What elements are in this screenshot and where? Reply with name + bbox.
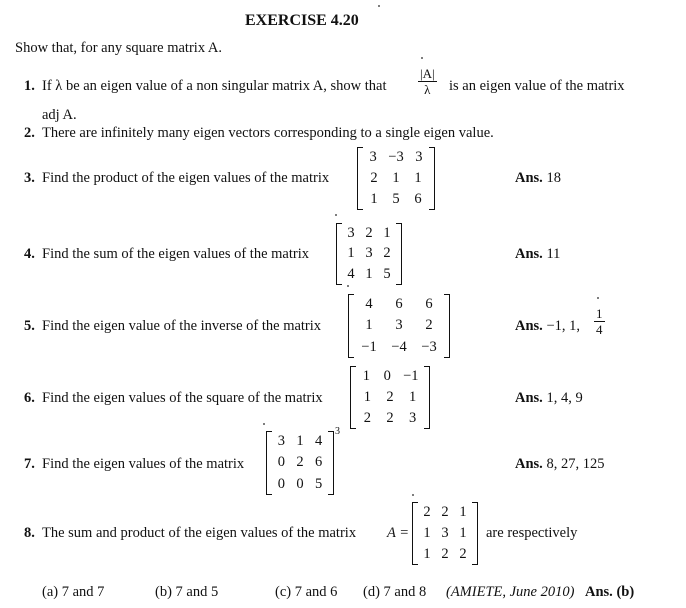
matrix-cell: 2	[296, 454, 304, 471]
q7-answer-label: Ans.	[515, 456, 543, 472]
exercise-title: EXERCISE 4.20	[245, 12, 359, 29]
q5-number: 5.	[24, 318, 35, 334]
matrix-cell: 1	[365, 266, 373, 283]
matrix-body	[363, 147, 429, 210]
q1-fraction-denominator: λ	[424, 82, 431, 97]
q4-number: 4.	[24, 246, 35, 262]
matrix-cell: 3	[409, 410, 417, 426]
q5-answer-fraction-numerator: 1	[596, 306, 603, 321]
matrix-row	[356, 410, 424, 427]
matrix-cell: 3	[277, 433, 285, 450]
matrix-cell: 0	[296, 475, 304, 492]
matrix-body	[418, 502, 472, 565]
matrix-cell: 2	[425, 317, 433, 334]
matrix-cell: 1	[409, 389, 417, 405]
scan-speck	[335, 214, 337, 216]
matrix-row	[363, 170, 429, 187]
q6-answer	[515, 390, 583, 407]
matrix-cell: 0	[383, 368, 391, 384]
matrix-cell: 0	[277, 454, 285, 471]
scan-speck	[421, 57, 423, 59]
matrix-cell: 2	[423, 504, 431, 520]
q3-answer	[515, 170, 561, 187]
matrix-cell: 2	[386, 389, 394, 405]
matrix-cell: 2	[459, 546, 467, 562]
matrix-cell: 1	[392, 170, 400, 186]
q6-matrix	[350, 366, 430, 429]
matrix-row	[418, 504, 472, 521]
q1-text-end: adj A.	[42, 107, 77, 123]
q7-answer-value: 8, 27, 125	[546, 456, 605, 472]
matrix-row	[342, 225, 396, 242]
matrix-row	[356, 389, 424, 406]
q5-text: Find the eigen value of the inverse of the matrix	[42, 318, 322, 334]
q4-answer-value: 11	[546, 246, 561, 262]
matrix-cell: 1	[370, 191, 378, 207]
q7-matrix	[266, 431, 334, 495]
q8-text-tail: are respectively	[486, 525, 578, 541]
scan-speck	[263, 423, 265, 425]
scan-speck	[412, 494, 414, 496]
matrix-cell: 2	[441, 546, 449, 562]
q5-answer-fraction-denominator: 4	[596, 322, 603, 337]
matrix-cell: −1	[361, 338, 377, 355]
intro-text: Show that, for any square matrix A.	[15, 40, 222, 56]
matrix-cell: 3	[415, 149, 423, 165]
matrix-cell: 2	[386, 410, 394, 426]
q7-number: 7.	[24, 456, 35, 472]
q6-answer-label: Ans.	[515, 390, 543, 406]
matrix-cell: 2	[363, 410, 371, 426]
q8-answer	[585, 584, 634, 601]
q8-matrix-lhs: A =	[387, 525, 410, 541]
q4-answer	[515, 246, 560, 263]
matrix-cell: 3	[347, 224, 355, 241]
matrix-cell: 1	[423, 546, 431, 562]
matrix-body	[356, 366, 424, 429]
q8-text: The sum and product of the eigen values of the matrix	[42, 525, 357, 541]
q8-number: 8.	[24, 525, 35, 541]
matrix-cell: −4	[391, 338, 407, 355]
matrix-cell: 6	[425, 296, 433, 313]
scan-speck	[378, 5, 380, 7]
matrix-cell: 1	[296, 433, 304, 450]
q1-number: 1.	[24, 78, 35, 94]
matrix-row	[418, 525, 472, 542]
q1-fraction	[418, 66, 437, 97]
matrix-row	[354, 339, 444, 356]
matrix-cell: 1	[347, 245, 355, 262]
matrix-body	[342, 223, 396, 285]
q6-number: 6.	[24, 390, 35, 406]
matrix-right-bracket	[429, 147, 435, 210]
matrix-row	[363, 149, 429, 166]
matrix-row	[354, 317, 444, 334]
matrix-cell: 1	[423, 525, 431, 541]
matrix-cell: 1	[365, 317, 373, 334]
matrix-right-bracket	[328, 431, 334, 495]
matrix-cell: 2	[383, 245, 391, 262]
matrix-cell: 3	[365, 245, 373, 262]
q1-text: If λ be an eigen value of a non singular matrix A, show that	[42, 78, 387, 94]
matrix-cell: 5	[315, 475, 323, 492]
q6-answer-value: 1, 4, 9	[546, 390, 583, 406]
matrix-row	[342, 245, 396, 262]
q7-matrix-power: 3	[335, 426, 340, 437]
matrix-right-bracket	[424, 366, 430, 429]
matrix-cell: 2	[370, 170, 378, 186]
matrix-row	[363, 191, 429, 208]
matrix-right-bracket	[444, 294, 450, 358]
matrix-body	[354, 294, 444, 358]
matrix-cell: 1	[383, 224, 391, 241]
matrix-cell: −1	[403, 368, 419, 384]
matrix-cell: 1	[459, 504, 467, 520]
matrix-cell: 5	[383, 266, 391, 283]
matrix-cell: 5	[392, 191, 400, 207]
q4-text: Find the sum of the eigen values of the matrix	[42, 246, 309, 262]
q1-text-continued: is an eigen value of the matrix	[449, 78, 625, 94]
q3-answer-value: 18	[546, 170, 561, 186]
matrix-cell: 6	[315, 454, 323, 471]
matrix-row	[272, 454, 328, 471]
option-c: (c) 7 and 6	[275, 584, 338, 600]
option-d: (d) 7 and 8	[363, 584, 427, 600]
q5-answer-value: −1, 1,	[546, 318, 580, 334]
matrix-row	[342, 266, 396, 283]
scan-speck	[597, 297, 599, 299]
q4-answer-label: Ans.	[515, 246, 543, 262]
matrix-row	[354, 296, 444, 313]
matrix-cell: 6	[395, 296, 403, 313]
q8-matrix	[412, 502, 478, 565]
option-a: (a) 7 and 7	[42, 584, 105, 600]
q2-text: There are infinitely many eigen vectors corresponding to a single eigen value.	[42, 125, 494, 141]
matrix-cell: 2	[441, 504, 449, 520]
q1-fraction-numerator: |A|	[420, 66, 435, 81]
q8-answer-value: (b)	[616, 584, 635, 600]
matrix-row	[272, 476, 328, 493]
matrix-right-bracket	[396, 223, 402, 285]
matrix-cell: 3	[369, 149, 377, 165]
q6-text: Find the eigen values of the square of the matrix	[42, 390, 323, 406]
matrix-row	[272, 433, 328, 450]
scan-speck	[347, 285, 349, 287]
matrix-row	[356, 368, 424, 385]
matrix-cell: 3	[441, 525, 449, 541]
source-citation: (AMIETE, June 2010)	[446, 584, 575, 600]
matrix-cell: −3	[388, 149, 404, 165]
q7-text: Find the eigen values of the matrix	[42, 456, 245, 472]
q5-answer-fraction	[594, 306, 605, 337]
matrix-cell: 4	[315, 433, 323, 450]
q3-matrix	[357, 147, 435, 210]
q5-answer	[515, 318, 580, 335]
option-b: (b) 7 and 5	[155, 584, 219, 600]
q7-answer	[515, 456, 604, 473]
matrix-cell: 1	[414, 170, 422, 186]
q2-number: 2.	[24, 125, 35, 141]
matrix-cell: 4	[365, 296, 373, 313]
matrix-cell: 0	[277, 475, 285, 492]
q5-answer-label: Ans.	[515, 318, 543, 334]
q5-matrix	[348, 294, 450, 358]
q3-answer-label: Ans.	[515, 170, 543, 186]
q4-matrix	[336, 223, 402, 285]
matrix-body	[272, 431, 328, 495]
matrix-cell: 1	[363, 389, 371, 405]
matrix-cell: 2	[365, 224, 373, 241]
matrix-cell: 1	[362, 368, 371, 384]
matrix-cell: 6	[414, 191, 422, 207]
matrix-cell: 1	[459, 525, 467, 541]
matrix-cell: 3	[395, 317, 403, 334]
q3-number: 3.	[24, 170, 35, 186]
matrix-right-bracket	[472, 502, 478, 565]
q8-answer-label: Ans.	[585, 584, 613, 600]
q3-text: Find the product of the eigen values of the matrix	[42, 170, 330, 186]
matrix-row	[418, 546, 472, 563]
matrix-cell: 4	[347, 266, 355, 283]
matrix-cell: −3	[421, 338, 437, 355]
